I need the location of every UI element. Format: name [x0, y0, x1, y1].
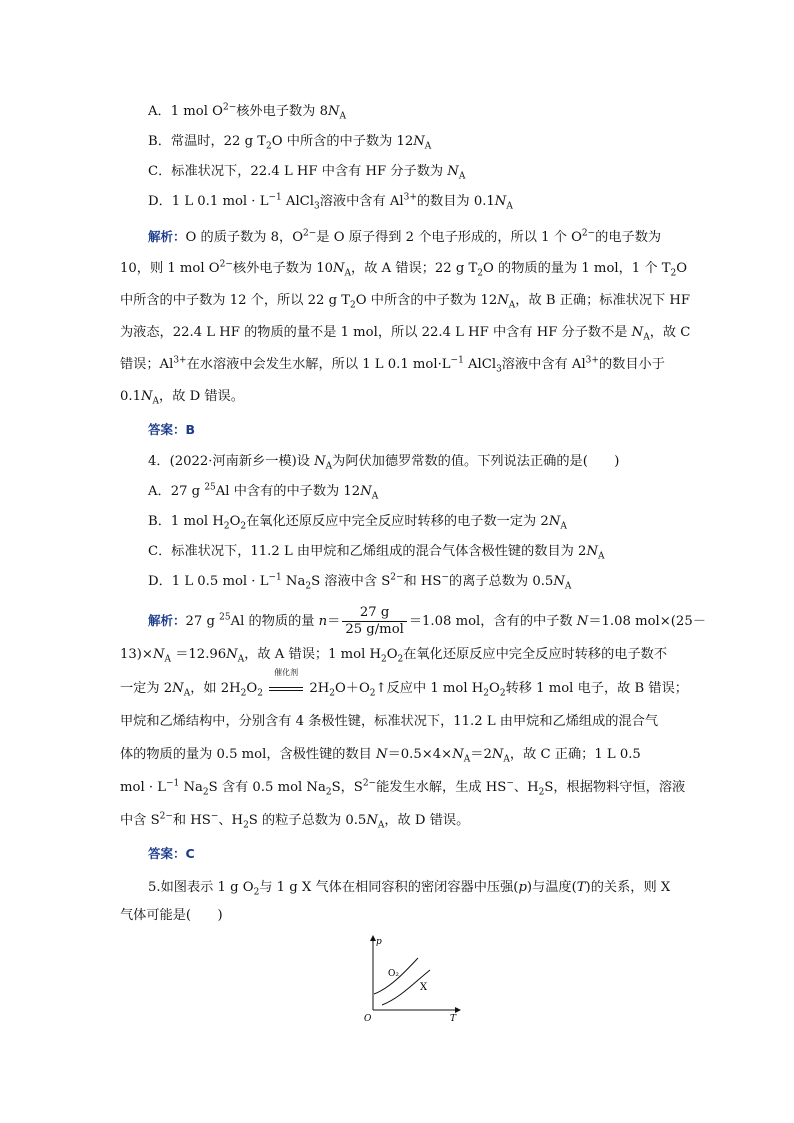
- origin-label: O: [364, 1014, 372, 1024]
- q4-answer-label: 答案：: [148, 846, 186, 861]
- q4-analysis-line-2: $13)\times N_A =12.96N_A$，故 A 错误；1 mol $H_2O_2$在氧化还原反应中完全反应时转移的电子数不: [120, 647, 668, 665]
- q3-analysis-line-5: 错误；$Al^{3+}$在水溶液中会发生水解，所以 1 L 0.1 $mol\cdot L^{-1}$ AlCl$_3$溶液中含有 $Al^{3+}$的数目小于: [120, 355, 665, 375]
- q4-stem: 4．(2022·河南新乡一模)设 $N_A$为阿伏加德罗常数的值。下列说法正确的是( ): [148, 454, 620, 472]
- q4-analysis-label: 解析：: [148, 613, 186, 628]
- pressure-temperature-graph: [360, 930, 470, 1025]
- q4-analysis-line-6: mol · $L^{-1}$ $Na_2S$ 含有 0.5 mol $Na_2S$，$S^{2-}$能发生水解，生成 HS−、$H_2S$，根据物料守恒，溶液: [120, 778, 686, 798]
- q5-stem-line-2: 气体可能是( ): [120, 908, 223, 923]
- q3-analysis-line-6: $0.1N_A$，故 D 错误。: [120, 389, 244, 407]
- q5-stem-line-1: 5.如图表示 1 g $O_2$与 1 g X 气体在相同容积的密闭容器中压强(p)与温度(T)的关系，则 X: [148, 880, 671, 898]
- q4-analysis-line-1: 解析：27 g $^{25}$Al 的物质的量 n＝ $\frac{27 g}{\text{25 g/mol}}$ ＝1.08 mol，含有的中子数 N＝1.08 mol×(25－: [148, 605, 706, 637]
- q4-answer: [148, 845, 195, 864]
- q4-analysis-line-7: 中含 $S^{2-}$和 HS−、$H_2S$ 的粒子总数为 $0.5N_A$，故 D 错误。: [120, 811, 470, 831]
- y-axis-label: p: [376, 937, 382, 947]
- q3-answer-label: 答案：: [148, 422, 186, 437]
- q4-option-c: C．标准状况下，11.2 L 由甲烷和乙烯组成的混合气体含极性键的数目为 $2N_A$: [148, 544, 605, 562]
- catalyst-arrow: 催化剂: [267, 680, 305, 698]
- q3-analysis-line-3: 中所含的中子数为 12 个，所以 22 g $T_2O$ 中所含的中子数为 $12N_A$，故 B 正确；标准状况下 HF: [120, 293, 691, 311]
- q4-answer-value: C: [185, 846, 195, 861]
- q4-option-b: B．1 mol $H_2O_2$在氧化还原反应中完全反应时转移的电子数一定为 $2N_A$: [148, 514, 567, 532]
- q3-option-b: B．常温时，22 g $T_2O$ 中所含的中子数为 $12N_A$: [148, 134, 432, 152]
- q3-analysis-label: 解析：: [148, 229, 186, 244]
- q3-option-c: C．标准状况下，22.4 L HF 中含有 HF 分子数为 $N_A$: [148, 164, 466, 182]
- q4-option-a: A．27 g $^{25}$Al 中含有的中子数为 $12N_A$: [148, 482, 379, 502]
- q3-option-a: A．1 mol $O^{2-}$核外电子数为 $8N_A$: [148, 102, 347, 122]
- fraction: $\frac{27 g}{\text{25 g/mol}}$: [342, 605, 407, 638]
- q3-answer: [148, 421, 195, 440]
- q3-option-d: D．1 L 0.1 mol · $L^{-1}$ AlCl$_3$溶液中含有 $Al^{3+}$的数目为 $0.1N_A$: [148, 192, 513, 212]
- x-label: X: [420, 982, 428, 993]
- q4-analysis-line-5: 体的物质的量为 0.5 mol，含极性键的数目 $N=0.5\times 4\times N_A=2N_A$，故 C 正确；1 L 0.5: [120, 747, 641, 765]
- q4-analysis-line-4: 甲烷和乙烯结构中，分别含有 4 条极性键，标准状况下，11.2 L 由甲烷和乙烯组成的混合气: [120, 714, 659, 729]
- q4-option-d: D．1 L 0.5 mol · $L^{-1}$ $Na_2S$ 溶液中含 $S^{2-}$和 HS−的离子总数为 $0.5N_A$: [148, 572, 572, 592]
- q3-analysis-line-2: 10，则 1 mol $O^{2-}$核外电子数为 $10N_A$，故 A 错误；22 g $T_2O$ 的物质的量为 1 mol，1 个 $T_2O$: [120, 259, 688, 279]
- q3-analysis-line-4: 为液态，22.4 L HF 的物质的量不是 1 mol，所以 22.4 L HF 中含有 HF 分子数不是 $N_A$，故 C: [120, 325, 691, 343]
- x-axis-label: T: [450, 1014, 457, 1024]
- q4-analysis-line-3: 一定为 $2N_A$，如 $2H_2O_2$ 催化剂 $2H_2O+O_2↑$反应中 1 mol $H_2O_2$转移 1 mol 电子，故 B 错误；: [120, 668, 688, 699]
- q3-answer-value: B: [185, 422, 196, 437]
- q3-analysis-line-1: 解析：O 的质子数为 8，$O^{2-}$是 O 原子得到 2 个电子形成的，所以 1 个 $O^{2-}$的电子数为: [148, 228, 662, 245]
- o2-label: O₂: [388, 969, 399, 979]
